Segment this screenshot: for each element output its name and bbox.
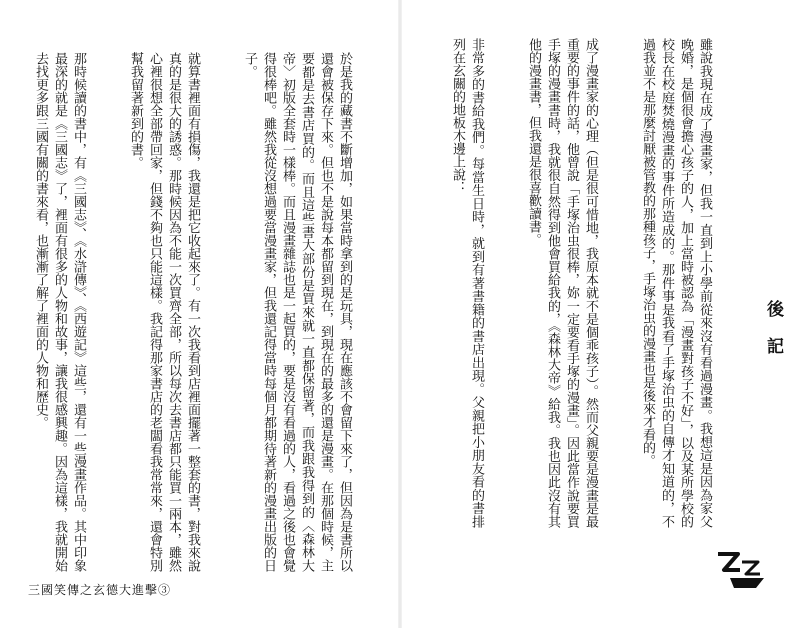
right-paragraph: 非常多的書給我們。每當生日時，就到有著書籍的書店出現。父親把小朋友看的書排列在玄關的地板木邊上說： bbox=[450, 38, 484, 528]
left-paragraph: 於是我的藏書不斷增加，如果當時拿到的是玩具，現在應該不會留下來了，但因為是書所以還會被保存下來。但也不是說每本都留到現在，到現在的最多的還是漫畫。在那個時候，主要都是去書店買的。而且這些書大部份是買來就一直都保留著，而我跟我得到的〈森林大帝〉初版全套時一樣棒。而且漫畫雜誌也是一起買的，要是沒有看過的人，看過之後也會覺得很棒吧。雖然我從沒想過要當漫畫家，但我還記得當時每個月都期待著新的漫畫出版的日子。 bbox=[242, 52, 352, 572]
book-footer: 三國笑傳之玄德大進擊③ bbox=[28, 583, 172, 597]
right-paragraph: 雖說我現在成了漫畫家，但我一直到上小學前從來沒有看過漫畫。我想這是因為家父晚婚，是個很會擔心孩子的人，加上當時被認為「漫畫對孩子不好」，以及某所學校的校長在校庭焚燒漫畫的事件所造成的。那件事是我看了手塚治虫的自傳才知道的，不過我並不是那麼討厭被管教的那種孩子，手塚治虫的漫畫也是後來才看的。 bbox=[640, 38, 712, 528]
right-page bbox=[400, 0, 800, 628]
left-page-body bbox=[24, 52, 392, 572]
afterword-title: 後記 bbox=[763, 300, 783, 374]
left-paragraph: 那時候讀的書中，有《三國志》、《水滸傳》、《西遊記》這些，還有一些漫畫作品。其中印象最深的就是《三國志》了，裡面有很多的人物和故事，讓我很感興趣。因為這樣，我就開始去找更多跟三國有關的書來看，也漸漸了解了裡面的人物和歷史。 bbox=[33, 52, 86, 572]
decorative-mark-icon bbox=[712, 548, 770, 592]
left-paragraph: 就算書裡面有損傷，我還是把它收起來了。有一次我看到店裡面擺著一整套的書，對我來說真的是很大的誘惑。那時候因為不能一次買齊全部，所以每次去書店都只能買一兩本，雖然心裡很想全部帶回家，但錢不夠也只能這樣。我記得那家書店的老闆看我常常來，還會特別幫我留著新到的書。 bbox=[128, 52, 200, 572]
right-paragraph: 成了漫畫家的心理（但是很可惜地，我原本就不是個乖孩子）。然而父親要是漫畫是最重要的事件的話，他曾說「手塚治虫很棒，妳一定要看手塚的漫畫」。因此當作說要買手塚的漫畫書時，我就很自然得到他會買給我的，《森林大帝》給我。我也因此沒有其他的漫畫書，但我還是很喜歡讀書。 bbox=[526, 38, 598, 528]
right-page-body bbox=[436, 38, 752, 528]
